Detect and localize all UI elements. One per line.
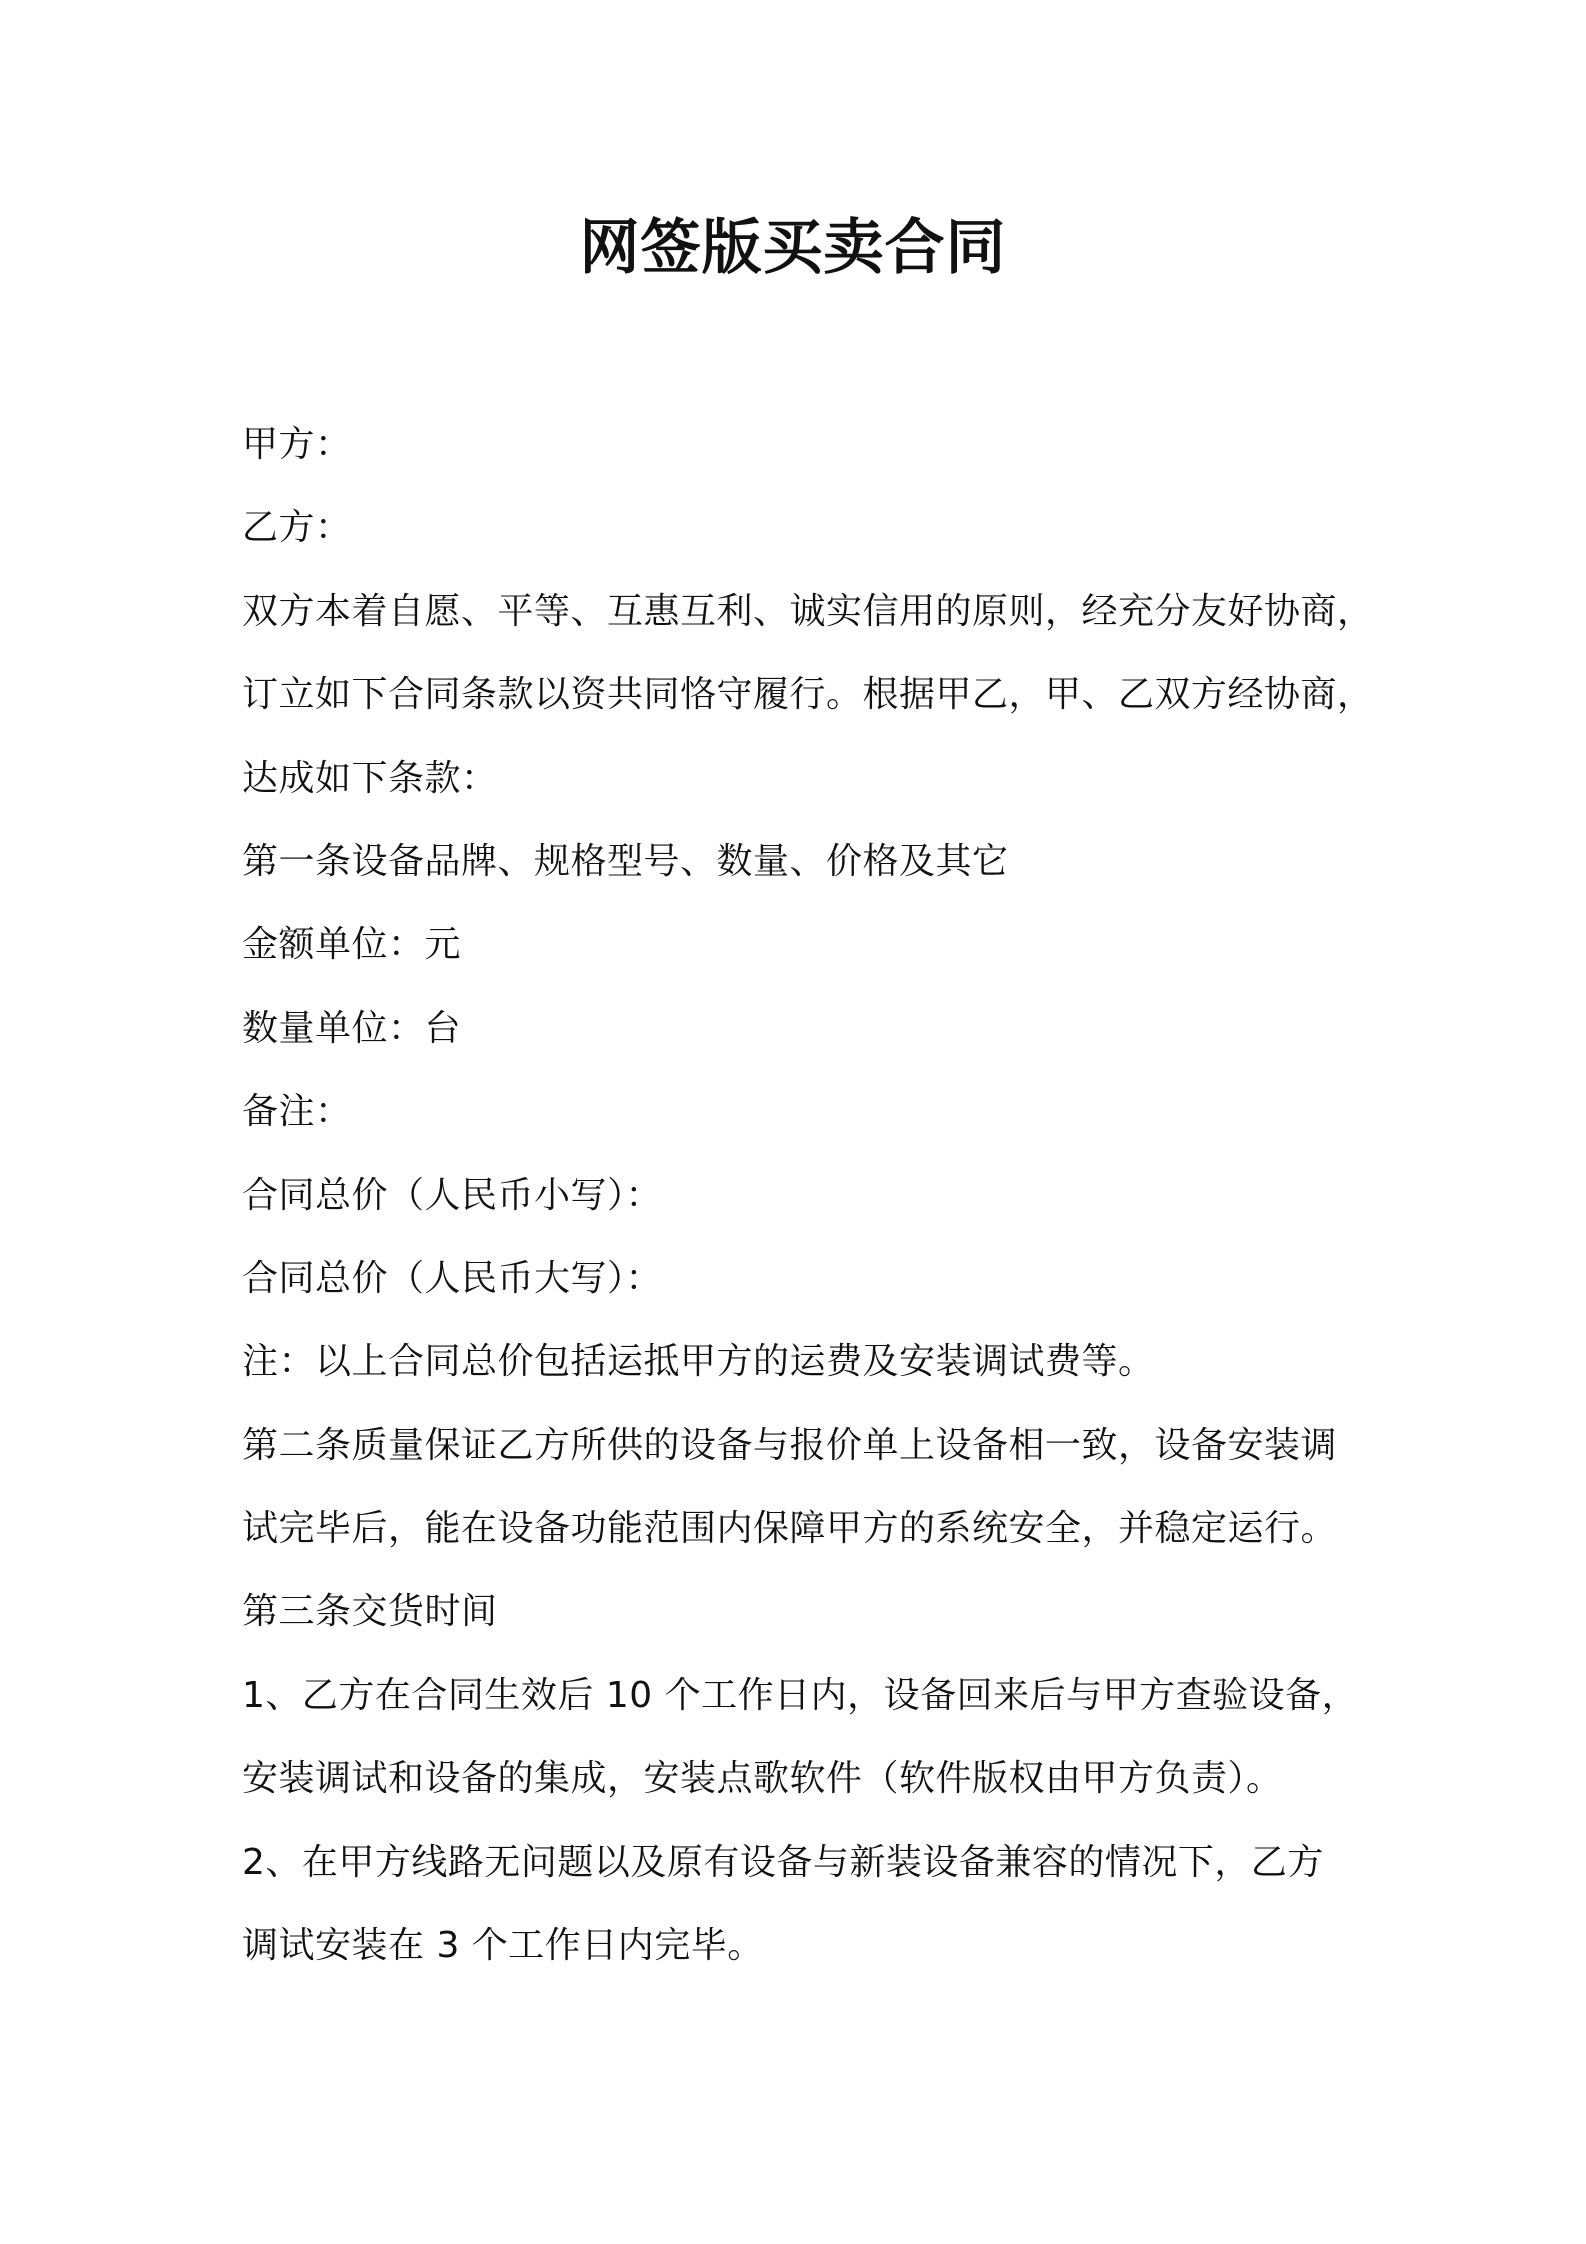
party-b-line: 乙方：	[242, 507, 352, 549]
preamble-line-3: 达成如下条款：	[242, 757, 498, 799]
total-price-uppercase-line: 合同总价（人民币大写）：	[242, 1257, 663, 1299]
document-title: 网签版买卖合同	[579, 213, 1007, 283]
clause-1-line-1: 1、乙方在合同生效后 10 个工作日内，设备回来后与甲方查验设备，	[242, 1674, 1359, 1716]
article-2-line-2: 试完毕后，能在设备功能范围内保障甲方的系统安全，并稳定运行。	[242, 1508, 1338, 1550]
preamble-line-1: 双方本着自愿、平等、互惠互利、诚实信用的原则，经充分友好协商，	[242, 590, 1374, 632]
quantity-unit-line: 数量单位：台	[242, 1007, 462, 1049]
clause-1-line-2: 安装调试和设备的集成，安装点歌软件（软件版权由甲方负责）。	[242, 1758, 1283, 1800]
clause-2-line-1: 2、在甲方线路无问题以及原有设备与新装设备兼容的情况下，乙方	[242, 1841, 1324, 1883]
article-3-heading: 第三条交货时间	[242, 1591, 498, 1633]
preamble-line-2: 订立如下合同条款以资共同恪守履行。根据甲乙，甲、乙双方经协商，	[242, 674, 1374, 716]
document-body	[242, 403, 1374, 1987]
amount-unit-line: 金额单位：元	[242, 924, 462, 966]
price-note-line: 注：以上合同总价包括运抵甲方的运费及安装调试费等。	[242, 1341, 1155, 1383]
total-price-lowercase-line: 合同总价（人民币小写）：	[242, 1174, 663, 1216]
article-1-heading: 第一条设备品牌、规格型号、数量、价格及其它	[242, 840, 1009, 882]
party-a-line: 甲方：	[242, 424, 352, 465]
clause-2-line-2: 调试安装在 3 个工作日内完毕。	[242, 1925, 764, 1967]
article-2-line-1: 第二条质量保证乙方所供的设备与报价单上设备相一致，设备安装调	[242, 1424, 1338, 1466]
remarks-line: 备注：	[242, 1091, 352, 1133]
